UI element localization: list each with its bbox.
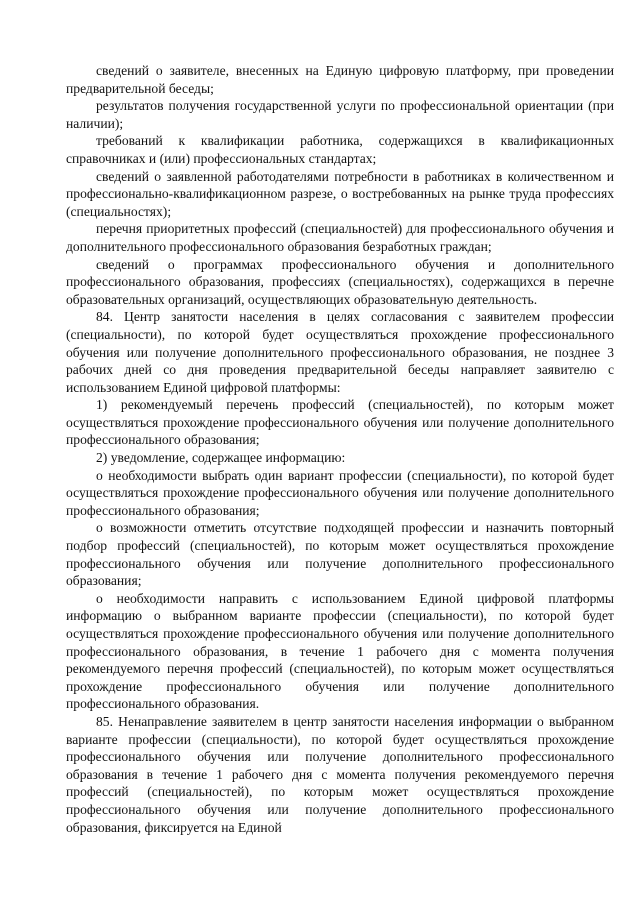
paragraph: сведений о программах профессионального обучения и дополнительного профессионального образования, профессиях (специальностях), содержащихся в перечне образовательных организаций, осуществляющих образовательную деятельность. (66, 256, 614, 307)
paragraph: результатов получения государственной услуги по профессиональной ориентации (при наличии); (66, 98, 614, 131)
paragraph: перечня приоритетных профессий (специальностей) для профессионального обучения и дополнительного профессионального образования безработных граждан; (66, 221, 614, 254)
paragraph: требований к квалификации работника, содержащихся в квалификационных справочниках и (или) профессиональных стандартах; (66, 133, 614, 166)
paragraph: сведений о заявителе, внесенных на Единую цифровую платформу, при проведении предварительной беседы; (66, 63, 614, 96)
paragraph: 1) рекомендуемый перечень профессий (специальностей), по которым может осуществляться прохождение профессионального обучения или получение дополнительного профессионального образования; (66, 397, 614, 448)
paragraph: о необходимости направить с использованием Единой цифровой платформы информацию о выбранном варианте профессии (специальности), по которой будет осуществляться прохождение профессионального обучения или получение дополнительного профессионального образования, в течение 1 рабочего дня с момента получения рекомендуемого перечня профессий (специальностей), по которым может осуществляться прохождение профессионального обучения или получение дополнительного профессионального образования. (66, 590, 614, 712)
paragraph-85: 85. Ненаправление заявителем в центр занятости населения информации о выбранном варианте профессии (специальности), по которой будет осуществляться прохождение профессионального обучения или получение дополнительного профессионального образования в течение 1 рабочего дня с момента получения рекомендуемого перечня профессий (специальностей), по которым может осуществляться прохождение профессионального обучения или получение дополнительного профессионального образования, фиксируется на Единой (66, 713, 614, 835)
paragraph: 2) уведомление, содержащее информацию: (96, 450, 346, 466)
paragraph: о необходимости выбрать один вариант профессии (специальности), по которой будет осуществляться прохождение профессионального обучения или получение дополнительного профессионального образования; (66, 467, 614, 518)
paragraph-84: 84. Центр занятости населения в целях согласования с заявителем профессии (специальности), по которой будет осуществляться прохождение профессионального обучения или получение дополнительного профессионального образования, не позднее 3 рабочих дней со дня проведения предварительной беседы направляет заявителю с использованием Единой цифровой платформы: (66, 309, 614, 395)
document-body (66, 62, 614, 836)
paragraph: сведений о заявленной работодателями потребности в работниках в количественном и профессионально-квалификационном разрезе, о востребованных на рынке труда профессиях (специальностях); (66, 168, 614, 219)
paragraph: о возможности отметить отсутствие подходящей профессии и назначить повторный подбор профессий (специальностей), по которым может осуществляться прохождение профессионального обучения или получение дополнительного профессионального образования; (66, 520, 614, 589)
